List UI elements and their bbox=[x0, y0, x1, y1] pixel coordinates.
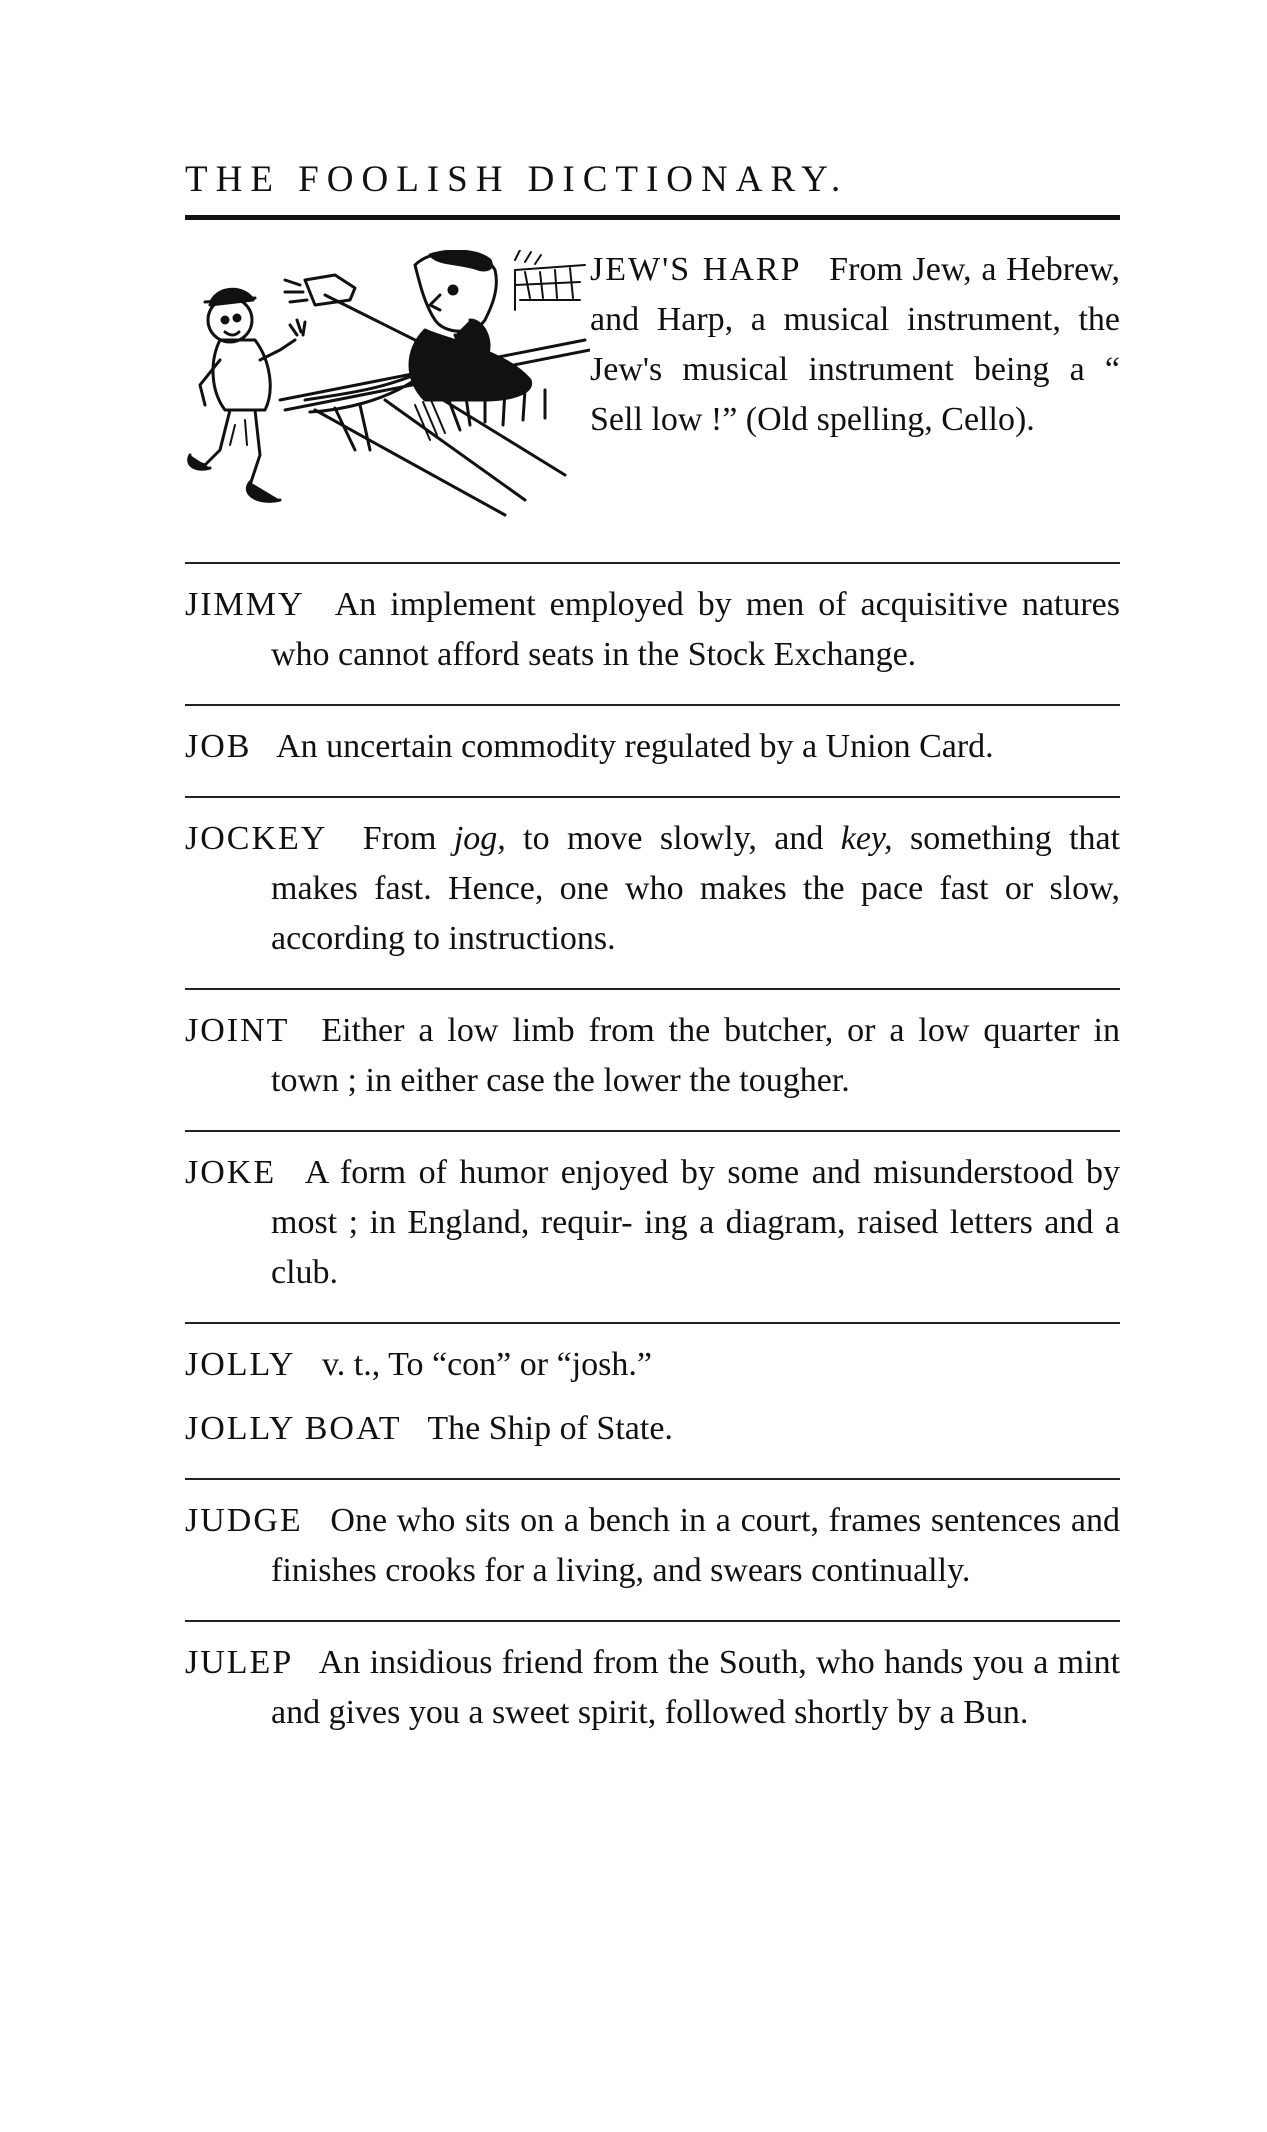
entry-joint bbox=[185, 990, 1120, 1130]
entry-judge bbox=[185, 1480, 1120, 1620]
definition-part: to move slowly, and bbox=[523, 820, 824, 857]
entry-jews-harp bbox=[185, 245, 1120, 562]
definition: One who sits on a bench in a court, frames sentences and finishes crooks for a living, and swears continually. bbox=[271, 1502, 1121, 1589]
entry-jimmy bbox=[185, 564, 1120, 704]
running-head: THE FOOLISH DICTIONARY. bbox=[185, 159, 849, 200]
cartoon-illustration bbox=[185, 250, 590, 540]
definition: An implement employed by men of acquisitive natures who cannot afford seats in the Stock Exchange. bbox=[271, 586, 1121, 673]
definition: v. t., To “con” or “josh.” bbox=[321, 1346, 652, 1383]
definition: The Ship of State. bbox=[427, 1410, 673, 1447]
headword: JOKE bbox=[185, 1154, 277, 1191]
definition-part: something that makes fast. Hence, one who makes the pace fast or slow, according to instructions. bbox=[271, 820, 1121, 957]
entry-jolly bbox=[185, 1340, 1120, 1390]
definition-italic: key, bbox=[840, 820, 893, 857]
entry-joke bbox=[185, 1132, 1120, 1322]
headword: JIMMY bbox=[185, 586, 305, 623]
definition: From Jew, a Hebrew, and Harp, a musical instrument, the Jew's musical instrument being a “ Sell low !” (Old spelling, Cello). bbox=[590, 251, 1121, 438]
definition-italic: jog, bbox=[453, 820, 506, 857]
entry-julep bbox=[185, 1622, 1120, 1762]
headword: JOLLY BOAT bbox=[185, 1410, 402, 1447]
headword: JULEP bbox=[185, 1644, 294, 1681]
definition: An insidious friend from the South, who hands you a mint and gives you a sweet spirit, followed shortly by a Bun. bbox=[271, 1644, 1121, 1731]
head-rule bbox=[185, 215, 1120, 220]
headword: JOINT bbox=[185, 1012, 290, 1049]
headword: JOLLY bbox=[185, 1346, 296, 1383]
definition: A form of humor enjoyed by some and misunderstood by most ; in England, requir- ing a diagram, raised letters and a club. bbox=[271, 1154, 1121, 1291]
entry-jockey bbox=[185, 798, 1120, 988]
headword: JUDGE bbox=[185, 1502, 303, 1539]
definition: An uncertain commodity regulated by a Union Card. bbox=[276, 728, 994, 765]
definition: Either a low limb from the butcher, or a low quarter in town ; in either case the lower the tougher. bbox=[271, 1012, 1120, 1099]
headword: JEW'S HARP bbox=[590, 251, 802, 288]
entry-jolly-boat bbox=[185, 1404, 1120, 1454]
definition-part: From bbox=[362, 820, 437, 857]
entry-jolly-group bbox=[185, 1324, 1120, 1478]
entry-body bbox=[590, 245, 1120, 445]
dictionary-page bbox=[185, 150, 1120, 1762]
headword: JOCKEY bbox=[185, 820, 328, 857]
headword: JOB bbox=[185, 728, 252, 765]
entry-job bbox=[185, 706, 1120, 796]
